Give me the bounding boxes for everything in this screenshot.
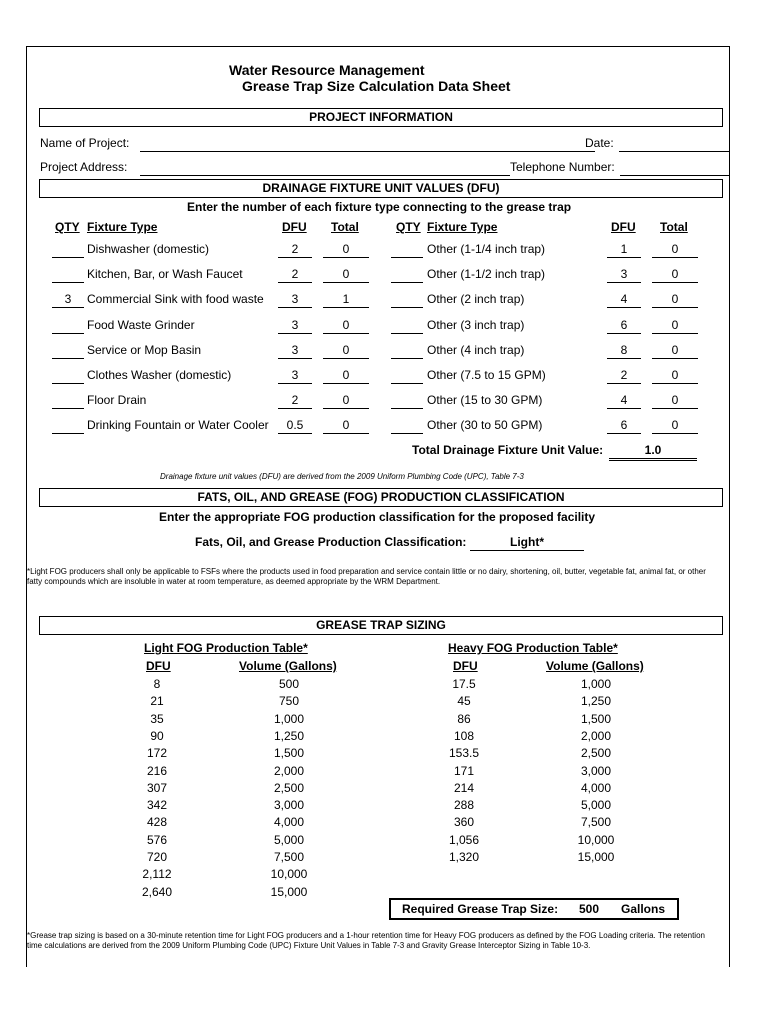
col-qty-left: QTY <box>55 220 80 234</box>
col-dfu-left: DFU <box>282 220 307 234</box>
total-value-right-1: 0 <box>652 266 698 283</box>
fixture-type-right-0: Other (1-1/4 inch trap) <box>427 242 546 256</box>
dfu-value-right-0: 1 <box>607 241 641 258</box>
project-name-field[interactable] <box>140 151 595 152</box>
light-table-volume: 500 <box>278 677 300 691</box>
light-table-dfu: 35 <box>150 712 164 726</box>
heavy-table-dfu: 17.5 <box>452 677 476 691</box>
total-value-right-7: 0 <box>652 417 698 434</box>
heavy-table-dfu: 360 <box>453 815 475 829</box>
col-fixture-right: Fixture Type <box>427 220 498 234</box>
fog-classification-value[interactable]: Light* <box>470 534 584 551</box>
heavy-table-volume: 10,000 <box>577 833 615 847</box>
light-table-volume: 15,000 <box>270 885 308 899</box>
heavy-table-volume: 2,000 <box>580 729 612 743</box>
col-fixture-left: Fixture Type <box>87 220 158 234</box>
fixture-type-left-7: Drinking Fountain or Water Cooler <box>87 418 269 432</box>
light-table-volume: 1,250 <box>273 729 305 743</box>
total-value-right-4: 0 <box>652 342 698 359</box>
total-value-right-6: 0 <box>652 392 698 409</box>
date-label: Date: <box>585 136 614 150</box>
qty-input-left-7[interactable] <box>52 417 84 434</box>
heavy-table-volume: 2,500 <box>580 746 612 760</box>
qty-input-left-0[interactable] <box>52 241 84 258</box>
heavy-col-dfu: DFU <box>453 659 478 673</box>
light-table-dfu: 216 <box>146 764 168 778</box>
light-table-volume: 2,500 <box>273 781 305 795</box>
fixture-type-left-5: Clothes Washer (domestic) <box>87 368 232 382</box>
fixture-type-left-3: Food Waste Grinder <box>87 318 195 332</box>
date-field[interactable] <box>619 151 729 152</box>
light-table-volume: 7,500 <box>273 850 305 864</box>
fixture-type-right-2: Other (2 inch trap) <box>427 292 525 306</box>
qty-input-right-2[interactable] <box>391 291 423 308</box>
dfu-value-left-6: 2 <box>278 392 312 409</box>
dfu-value-left-4: 3 <box>278 342 312 359</box>
total-value-right-0: 0 <box>652 241 698 258</box>
col-total-right: Total <box>660 220 688 234</box>
total-dfu-label: Total Drainage Fixture Unit Value: <box>412 443 604 457</box>
total-value-left-1: 0 <box>323 266 369 283</box>
fixture-type-right-6: Other (15 to 30 GPM) <box>427 393 543 407</box>
total-value-right-5: 0 <box>652 367 698 384</box>
qty-input-left-5[interactable] <box>52 367 84 384</box>
qty-input-right-6[interactable] <box>391 392 423 409</box>
heavy-col-volume: Volume (Gallons) <box>546 659 644 673</box>
qty-input-right-3[interactable] <box>391 317 423 334</box>
qty-input-right-7[interactable] <box>391 417 423 434</box>
data-sheet-page <box>26 46 730 967</box>
fixture-type-left-1: Kitchen, Bar, or Wash Faucet <box>87 267 243 281</box>
heavy-table-dfu: 86 <box>457 712 471 726</box>
fixture-type-right-1: Other (1-1/2 inch trap) <box>427 267 546 281</box>
light-table-dfu: 576 <box>146 833 168 847</box>
dfu-value-left-2: 3 <box>278 291 312 308</box>
fixture-type-left-0: Dishwasher (domestic) <box>87 242 210 256</box>
light-table-volume: 1,500 <box>273 746 305 760</box>
heavy-table-dfu: 1,320 <box>448 850 480 864</box>
light-table-volume: 1,000 <box>273 712 305 726</box>
project-name-label: Name of Project: <box>40 136 130 150</box>
title-line-1: Water Resource Management <box>229 62 425 78</box>
qty-input-left-3[interactable] <box>52 317 84 334</box>
total-value-left-4: 0 <box>323 342 369 359</box>
heavy-table-dfu: 288 <box>453 798 475 812</box>
project-address-field[interactable] <box>140 175 510 176</box>
heavy-table-dfu: 153.5 <box>448 746 480 760</box>
light-table-volume: 3,000 <box>273 798 305 812</box>
col-qty-right: QTY <box>396 220 421 234</box>
fixture-type-right-3: Other (3 inch trap) <box>427 318 525 332</box>
heavy-table-volume: 1,500 <box>580 712 612 726</box>
dfu-value-left-5: 3 <box>278 367 312 384</box>
qty-input-left-4[interactable] <box>52 342 84 359</box>
dfu-value-right-4: 8 <box>607 342 641 359</box>
light-col-dfu: DFU <box>146 659 171 673</box>
heavy-table-volume: 5,000 <box>580 798 612 812</box>
telephone-field[interactable] <box>620 175 729 176</box>
light-table-dfu: 307 <box>146 781 168 795</box>
dfu-value-right-6: 4 <box>607 392 641 409</box>
fixture-type-right-5: Other (7.5 to 15 GPM) <box>427 368 546 382</box>
total-value-right-2: 0 <box>652 291 698 308</box>
light-table-dfu: 428 <box>146 815 168 829</box>
fog-classification-label: Fats, Oil, and Grease Production Classification: <box>195 535 467 549</box>
light-table-dfu: 720 <box>146 850 168 864</box>
total-value-left-6: 0 <box>323 392 369 409</box>
dfu-value-left-0: 2 <box>278 241 312 258</box>
qty-input-right-5[interactable] <box>391 367 423 384</box>
fixture-type-left-4: Service or Mop Basin <box>87 343 202 357</box>
heavy-table-dfu: 108 <box>453 729 475 743</box>
qty-input-right-4[interactable] <box>391 342 423 359</box>
light-fog-table-title: Light FOG Production Table* <box>144 641 308 655</box>
col-total-left: Total <box>331 220 359 234</box>
light-table-dfu: 172 <box>146 746 168 760</box>
dfu-value-right-5: 2 <box>607 367 641 384</box>
fog-instruction: Enter the appropriate FOG production classification for the proposed facility <box>159 510 596 524</box>
dfu-value-right-1: 3 <box>607 266 641 283</box>
light-table-dfu: 342 <box>146 798 168 812</box>
total-dfu-value: 1.0 <box>609 442 697 461</box>
total-value-right-3: 0 <box>652 317 698 334</box>
dfu-footnote: Drainage fixture unit values (DFU) are derived from the 2009 Uniform Plumbing Code (UPC), Table 7-3 <box>160 472 524 481</box>
total-value-left-2: 1 <box>323 291 369 308</box>
light-table-volume: 750 <box>278 694 300 708</box>
light-table-volume: 2,000 <box>273 764 305 778</box>
heavy-table-dfu: 214 <box>453 781 475 795</box>
heavy-table-volume: 15,000 <box>577 850 615 864</box>
dfu-value-left-7: 0.5 <box>278 417 312 434</box>
col-dfu-right: DFU <box>611 220 636 234</box>
fog-footnote: *Light FOG producers shall only be applicable to FSFs where the products used in food preparation and service contain little or no dairy, shortening, oil, butter, vegetable fat, animal fat, or other fatty compounds which are insoluble in water at room temperature, as deemed appropriate by the WRM Department. <box>27 567 706 586</box>
grease-trap-sizing-header: GREASE TRAP SIZING <box>39 616 723 635</box>
heavy-table-dfu: 1,056 <box>448 833 480 847</box>
heavy-table-volume: 1,000 <box>580 677 612 691</box>
heavy-fog-table-title: Heavy FOG Production Table* <box>448 641 618 655</box>
light-table-dfu: 90 <box>150 729 164 743</box>
light-table-dfu: 2,640 <box>141 885 173 899</box>
sizing-footnote: *Grease trap sizing is based on a 30-minute retention time for Light FOG producers and a 1-hour retention time for Heavy FOG producers as defined by the FOG Loading criteria. The retention time calculations are derived from the 2009 Uniform Plumbing Code (UPC) Fixture Unit Values in Table 7-3 and Gravity Grease Interceptor Sizing in Table 10-3. <box>27 931 705 950</box>
light-table-dfu: 2,112 <box>142 867 172 881</box>
qty-input-left-6[interactable] <box>52 392 84 409</box>
dfu-value-right-2: 4 <box>607 291 641 308</box>
total-value-left-3: 0 <box>323 317 369 334</box>
required-trap-size-label: Required Grease Trap Size: <box>402 902 559 916</box>
heavy-table-volume: 4,000 <box>580 781 612 795</box>
telephone-label: Telephone Number: <box>510 160 615 174</box>
light-table-dfu: 8 <box>153 677 161 691</box>
qty-input-left-2[interactable]: 3 <box>52 291 84 308</box>
dfu-value-left-3: 3 <box>278 317 312 334</box>
dfu-instruction: Enter the number of each fixture type connecting to the grease trap <box>187 200 572 214</box>
total-value-left-5: 0 <box>323 367 369 384</box>
qty-input-left-1[interactable] <box>52 266 84 283</box>
title-line-2: Grease Trap Size Calculation Data Sheet <box>242 78 511 94</box>
project-information-header: PROJECT INFORMATION <box>39 108 723 127</box>
fixture-type-left-6: Floor Drain <box>87 393 147 407</box>
dfu-section-header: DRAINAGE FIXTURE UNIT VALUES (DFU) <box>39 179 723 198</box>
heavy-table-dfu: 171 <box>453 764 475 778</box>
dfu-value-right-7: 6 <box>607 417 641 434</box>
qty-input-right-1[interactable] <box>391 266 423 283</box>
required-trap-size-value: 500 <box>579 902 600 916</box>
light-table-volume: 5,000 <box>273 833 305 847</box>
heavy-table-volume: 1,250 <box>580 694 612 708</box>
heavy-table-volume: 7,500 <box>580 815 612 829</box>
total-value-left-7: 0 <box>323 417 369 434</box>
project-address-label: Project Address: <box>40 160 128 174</box>
heavy-table-volume: 3,000 <box>580 764 612 778</box>
dfu-value-left-1: 2 <box>278 266 312 283</box>
required-trap-size-box <box>389 898 679 920</box>
heavy-table-dfu: 45 <box>457 694 471 708</box>
total-value-left-0: 0 <box>323 241 369 258</box>
light-col-volume: Volume (Gallons) <box>239 659 337 673</box>
fog-section-header: FATS, OIL, AND GREASE (FOG) PRODUCTION CLASSIFICATION <box>39 488 723 507</box>
required-trap-size-unit: Gallons <box>621 902 666 916</box>
qty-input-right-0[interactable] <box>391 241 423 258</box>
dfu-value-right-3: 6 <box>607 317 641 334</box>
fixture-type-right-4: Other (4 inch trap) <box>427 343 525 357</box>
light-table-dfu: 21 <box>150 694 164 708</box>
light-table-volume: 4,000 <box>273 815 305 829</box>
fixture-type-left-2: Commercial Sink with food waste <box>87 292 264 306</box>
light-table-volume: 10,000 <box>270 867 308 881</box>
fixture-type-right-7: Other (30 to 50 GPM) <box>427 418 543 432</box>
